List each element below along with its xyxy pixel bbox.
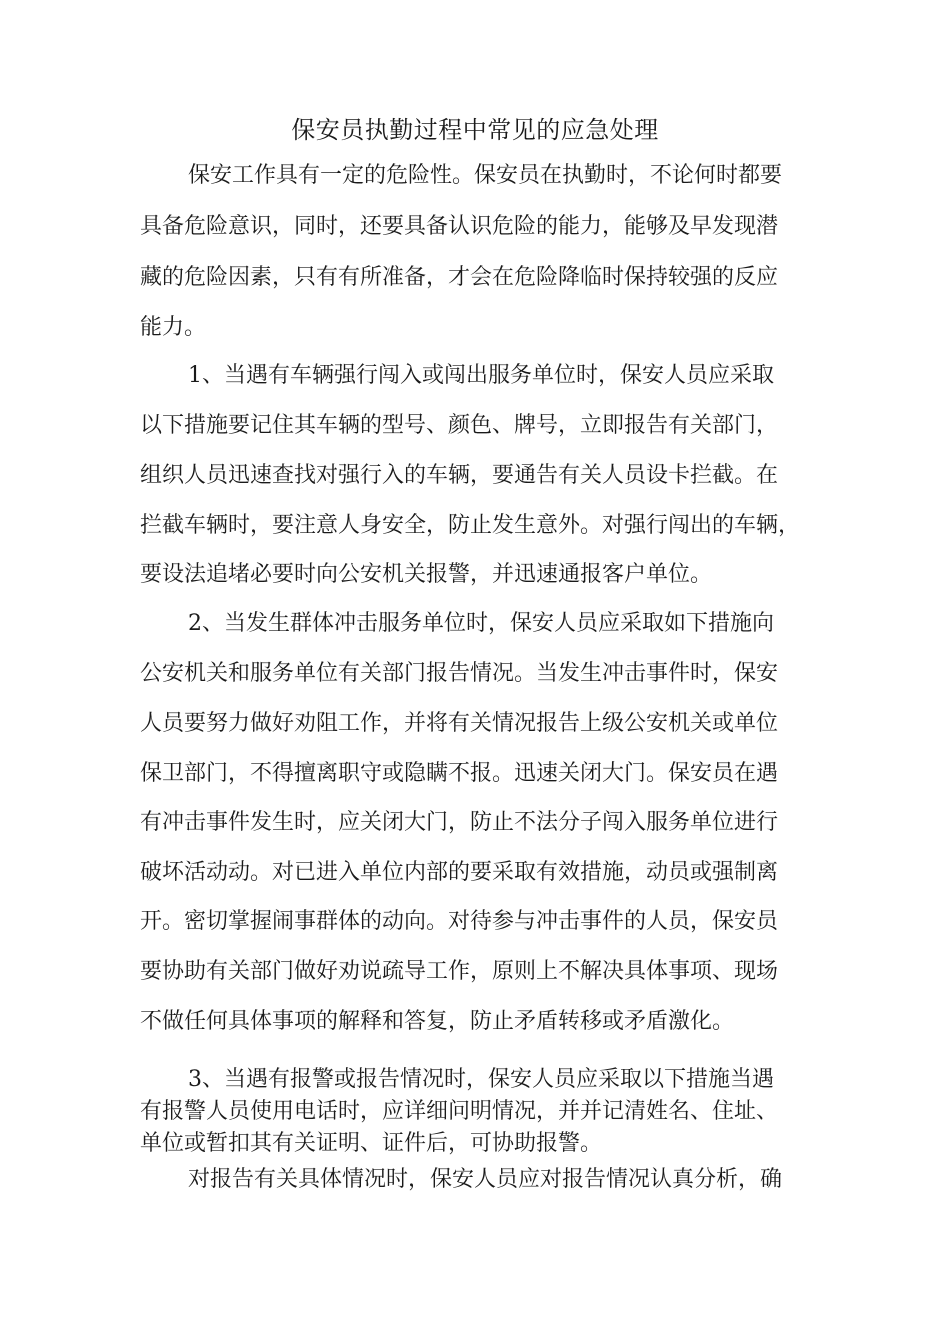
paragraph-line: 以下措施要记住其车辆的型号、颜色、牌号，立即报告有关部门， bbox=[140, 413, 779, 438]
paragraph-line: 保卫部门，不得擅离职守或隐瞒不报。迅速关闭大门。保安员在遇 bbox=[140, 761, 779, 786]
paragraph-line: 要协助有关部门做好劝说疏导工作，原则上不解决具体事项、现场 bbox=[140, 959, 779, 984]
document-title: 保安员执勤过程中常见的应急处理 bbox=[291, 116, 659, 144]
paragraph-line: 保安工作具有一定的危险性。保安员在执勤时，不论何时都要 bbox=[188, 163, 783, 188]
paragraph-line: 3、当遇有报警或报告情况时，保安人员应采取以下措施当遇 bbox=[188, 1067, 774, 1092]
paragraph-line: 对报告有关具体情况时，保安人员应对报告情况认真分析，确 bbox=[188, 1167, 783, 1192]
paragraph-line: 藏的危险因素，只有有所准备，才会在危险降临时保持较强的反应 bbox=[140, 265, 779, 290]
paragraph-line: 拦截车辆时，要注意人身安全，防止发生意外。对强行闯出的车辆， bbox=[140, 513, 801, 538]
paragraph-line: 开。密切掌握闹事群体的动向。对待参与冲击事件的人员，保安员 bbox=[140, 909, 779, 934]
paragraph-line: 2、当发生群体冲击服务单位时，保安人员应采取如下措施向 bbox=[188, 611, 774, 636]
paragraph-line: 单位或暂扣其有关证明、证件后，可协助报警。 bbox=[140, 1131, 603, 1156]
paragraph-line: 不做任何具体事项的解释和答复，防止矛盾转移或矛盾激化。 bbox=[140, 1009, 735, 1034]
paragraph-line: 具备危险意识，同时，还要具备认识危险的能力，能够及早发现潜 bbox=[140, 214, 779, 239]
paragraph-line: 组织人员迅速查找对强行入的车辆，要通告有关人员设卡拦截。在 bbox=[140, 463, 779, 488]
paragraph-line: 人员要努力做好劝阻工作，并将有关情况报告上级公安机关或单位 bbox=[140, 711, 779, 736]
paragraph-line: 公安机关和服务单位有关部门报告情况。当发生冲击事件时，保安 bbox=[140, 661, 779, 686]
paragraph-line: 有冲击事件发生时，应关闭大门，防止不法分子闯入服务单位进行 bbox=[140, 810, 779, 835]
paragraph-line: 1、当遇有车辆强行闯入或闯出服务单位时，保安人员应采取 bbox=[188, 363, 774, 388]
paragraph-line: 要设法追堵必要时向公安机关报警，并迅速通报客户单位。 bbox=[140, 562, 713, 587]
paragraph-line: 有报警人员使用电话时，应详细问明情况，并并记清姓名、住址、 bbox=[140, 1099, 779, 1124]
paragraph-line: 能力。 bbox=[140, 315, 207, 340]
paragraph-line: 破坏活动动。对已进入单位内部的要采取有效措施，动员或强制离 bbox=[140, 860, 779, 885]
